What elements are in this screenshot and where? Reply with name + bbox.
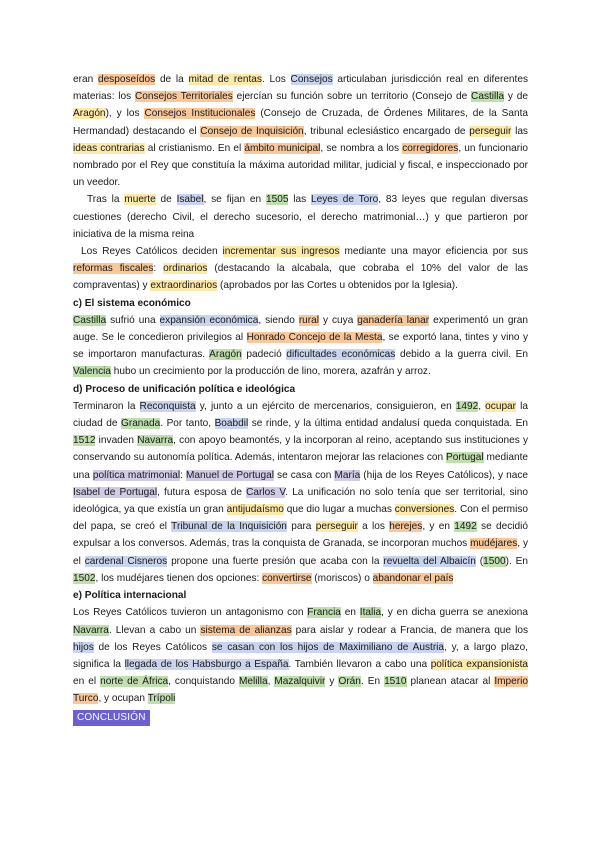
text-run: ). En <box>505 555 529 567</box>
text-run: , y, a largo plazo, significa la <box>73 641 528 670</box>
text-run: de la <box>155 74 189 85</box>
highlight-orange: Honrado Concejo de la Mesta <box>246 332 383 344</box>
highlight-green: Castilla <box>73 314 107 326</box>
highlight-yellow: conversiones <box>394 504 455 516</box>
highlight-blue: revuelta del Albaicín <box>383 555 476 567</box>
highlight-yellow: extraordinarios <box>150 280 218 292</box>
text-run: las <box>288 194 311 206</box>
highlight-green: Portugal <box>446 452 484 464</box>
text-run: , tribunal eclesiástico encargado de <box>303 125 470 137</box>
text-run: . La unificación no solo tenía que ser territorial, sino ideológica, ya que existía un gran <box>73 486 529 516</box>
highlight-orange: ámbito municipal <box>244 142 321 154</box>
text-run: articulaban jurisdicción real en diferentes materias: los <box>73 74 529 103</box>
text-run: al cristianismo. En el <box>144 142 245 154</box>
highlight-blue: llegada de los Habsburgo a España <box>124 658 289 670</box>
highlight-blue: cardenal Cisneros <box>84 555 168 567</box>
highlight-orange: rural <box>298 314 320 326</box>
text-run: mediante una <box>73 452 528 481</box>
highlight-orange: Consejos Institucionales <box>144 108 256 120</box>
text-run: mediante una mayor eficiencia por sus <box>339 246 528 258</box>
highlight-blue: expansión económica <box>159 314 259 326</box>
text-run: (moriscos) o <box>311 572 373 584</box>
text-run: ( <box>475 555 484 567</box>
text-run: , siendo <box>258 314 299 326</box>
paragraph-economico <box>73 312 528 381</box>
highlight-orange: Imperio Turco <box>73 676 529 705</box>
highlight-orange: desposeídos <box>97 74 156 85</box>
highlight-green: Castilla <box>471 91 505 103</box>
highlight-green: Orán <box>338 676 361 688</box>
text-run: e) Política internacional <box>73 590 187 602</box>
highlight-green: 1500 <box>483 555 506 567</box>
highlight-green: 1510 <box>384 676 407 688</box>
text-run: , se exportó lana, tintes y vino y se importaron manufacturas. <box>73 332 528 361</box>
highlight-blue: hijos <box>73 641 94 653</box>
highlight-blue: se casan con los hijos de Maximiliano de Austria <box>211 641 445 653</box>
text-run: Los Reyes Católicos tuvieron un antagonismo con <box>73 607 308 619</box>
highlight-orange: herejes <box>389 521 423 533</box>
highlight-yellow: perseguir <box>469 125 512 137</box>
text-run: planean atacar al <box>406 676 495 688</box>
highlight-blue: Reconquista <box>139 400 196 412</box>
highlight-purple: política matrimonial <box>92 469 181 481</box>
text-run: y cuya <box>319 314 358 326</box>
highlight-yellow: ideas contrarias <box>73 142 145 154</box>
highlight-yellow: política expansionista <box>430 658 529 670</box>
highlight-blue: dificultades económicas <box>286 349 396 361</box>
text-run: a los <box>357 521 390 533</box>
text-run: , conquistando <box>168 676 239 688</box>
highlight-green: Melilla <box>238 676 268 688</box>
text-run: , futura esposa de <box>157 486 247 498</box>
text-run: y de <box>504 91 528 103</box>
section-heading <box>73 381 528 398</box>
text-run: , <box>267 676 275 688</box>
text-run: , y en <box>422 521 455 533</box>
text-run: propone una fuerte presión que acaba con la <box>167 555 384 567</box>
text-run: . En <box>360 676 385 688</box>
text-run: , un funcionario nombrado por el Rey que constituía la máxima autoridad militar, judicial y fiscal, e inspeccionado por un veedor. <box>73 142 528 189</box>
text-run: experimentó un gran auge. Se le concedieron privilegios al <box>73 314 529 344</box>
text-run: en el <box>73 676 101 688</box>
text-run: , con apoyo beamontés, y la incorporan al reino, aceptando sus instituciones y conservando su autonomía política. Además, intentaron mejorar las relaciones con <box>73 435 528 464</box>
text-run: : <box>180 469 186 481</box>
text-run: de los Reyes Católicos <box>93 641 212 653</box>
text-run: y, junto a un ejército de mercenarios, consiguieron, en <box>195 400 456 412</box>
paragraph-intro <box>73 71 528 191</box>
text-run: de <box>155 194 177 206</box>
highlight-yellow: ordinarios <box>163 263 208 275</box>
highlight-green: Navarra <box>137 435 174 447</box>
section-heading <box>73 587 528 604</box>
highlight-orange: abandonar el país <box>372 572 454 584</box>
paragraph-internacional <box>73 604 528 707</box>
document-page <box>73 71 528 726</box>
text-run: se rinde, y la última entidad andalusí queda conquistada. En <box>248 418 528 430</box>
highlight-green: Granada <box>120 418 161 430</box>
text-run: padeció <box>241 349 287 361</box>
text-run: ejercían su función sobre un territorio (Consejo de <box>232 91 472 103</box>
highlight-orange: Consejos Territoriales <box>134 91 233 103</box>
text-run: , 83 leyes que regulan diversas cuestiones (derecho Civil, el derecho sucesorio, el derecho matrimonial…) y que partieron por iniciativa de la misma reina <box>73 194 528 240</box>
highlight-green: 1505 <box>265 194 289 206</box>
highlight-green: Francia <box>307 607 341 619</box>
text-run: ), y los <box>105 108 145 120</box>
text-run: , y ocupan <box>98 693 148 705</box>
text-run: Tras la <box>87 194 125 206</box>
highlight-green: Mazalquivir <box>274 676 326 688</box>
text-run: , se nombra a los <box>320 142 403 154</box>
highlight-blue: Isabel <box>176 194 204 206</box>
text-run: (aprobados por las Cortes u obtenidos por la Iglesia). <box>217 280 458 292</box>
highlight-orange: mudéjares <box>470 538 518 550</box>
text-run: la ciudad de <box>73 400 528 430</box>
text-run: Terminaron la <box>73 400 140 412</box>
highlight-purple: María <box>334 469 361 481</box>
highlight-yellow: antijudaísmo <box>226 504 284 516</box>
paragraph-unificacion <box>73 398 528 587</box>
highlight-yellow: ocupar <box>485 400 517 412</box>
paragraph-muerte <box>73 191 528 243</box>
highlight-green: 1492 <box>454 521 477 533</box>
highlight-purple: Isabel de Portugal <box>73 486 158 498</box>
highlight-orange: ganadería lanar <box>357 314 430 326</box>
highlight-green: norte de África <box>100 676 169 688</box>
text-run: , y el <box>73 538 528 567</box>
highlight-green: 1492 <box>455 400 479 412</box>
text-run: debido a la guerra civil. En <box>395 349 528 361</box>
highlight-green: Navarra <box>73 624 109 636</box>
conclusion-heading: CONCLUSIÓN <box>73 710 150 726</box>
highlight-yellow: muerte <box>124 194 156 206</box>
text-run: se decidió expulsar a los conversos. Además, tras la conquista de Granada, se incorporan muchos <box>73 521 528 550</box>
paragraph-ingresos <box>73 243 528 295</box>
text-run: se casa con <box>273 469 335 481</box>
highlight-orange: convertirse <box>262 572 312 584</box>
text-run: eran <box>73 74 98 85</box>
highlight-blue: Boabdil <box>214 418 249 430</box>
text-run: , <box>478 400 486 412</box>
highlight-orange: sistema de alianzas <box>200 624 292 636</box>
text-run: para aislar y rodear a Francia, de manera que los <box>291 624 528 636</box>
text-run: Los Reyes Católicos deciden <box>81 246 223 258</box>
text-run: . También llevaron a cabo una <box>288 658 431 670</box>
text-run: . Por tanto, <box>160 418 215 430</box>
highlight-blue: Consejos <box>290 74 333 85</box>
text-run: (hija de los Reyes Católicos), y nace <box>360 469 529 481</box>
text-run: para <box>286 521 316 533</box>
highlight-orange: corregidores <box>402 142 459 154</box>
highlight-green: Italia <box>359 607 382 619</box>
text-run: y <box>325 676 339 688</box>
text-run: las <box>511 125 528 137</box>
text-run: sufrió una <box>106 314 160 326</box>
highlight-yellow: mitad de rentas <box>188 74 262 85</box>
text-run: (destacando la alcabala, que cobraba el 10% del valor de las compraventas) y <box>73 263 528 292</box>
text-run: que dio lugar a muchas <box>283 504 395 516</box>
highlight-yellow: incrementar sus ingresos <box>222 246 340 258</box>
text-run: , y en dicha guerra se anexiona <box>381 607 528 619</box>
highlight-green: 1502 <box>73 572 96 584</box>
text-run: en <box>340 607 360 619</box>
highlight-orange: Consejo de Inquisición <box>200 125 304 137</box>
text-run: , los mudéjares tienen dos opciones: <box>95 572 263 584</box>
highlight-green: Trípoli <box>147 693 176 705</box>
highlight-green: Aragón <box>209 349 242 361</box>
text-run: . Con el permiso del papa, se creó el <box>73 504 528 533</box>
text-run: d) Proceso de unificación política e ideológica <box>73 383 296 395</box>
section-heading <box>73 295 528 312</box>
highlight-purple: Carlos V <box>246 486 286 498</box>
text-run: . Los <box>261 74 291 85</box>
text-run: c) El sistema económico <box>73 297 191 309</box>
highlight-blue: Tribunal de la Inquisición <box>171 521 287 533</box>
text-run: hubo un crecimiento por la producción de lino, morera, azafrán y arroz. <box>110 366 431 378</box>
highlight-green: 1512 <box>73 435 96 447</box>
text-run: . Llevan a cabo un <box>108 624 201 636</box>
highlight-purple: Manuel de Portugal <box>185 469 274 481</box>
highlight-orange: reformas fiscales <box>73 263 154 275</box>
highlight-yellow: perseguir <box>315 521 358 533</box>
highlight-green: Valencia <box>73 366 111 378</box>
highlight-yellow: Aragón <box>73 108 106 120</box>
text-run: invaden <box>95 435 138 447</box>
highlight-blue: Leyes de Toro <box>310 194 379 206</box>
text-run: (Consejo de Cruzada, de Órdenes Militares, de la Santa Hermandad) destacando el <box>73 108 529 137</box>
text-run: , se fijan en <box>203 194 266 206</box>
text-run: : <box>153 263 164 275</box>
